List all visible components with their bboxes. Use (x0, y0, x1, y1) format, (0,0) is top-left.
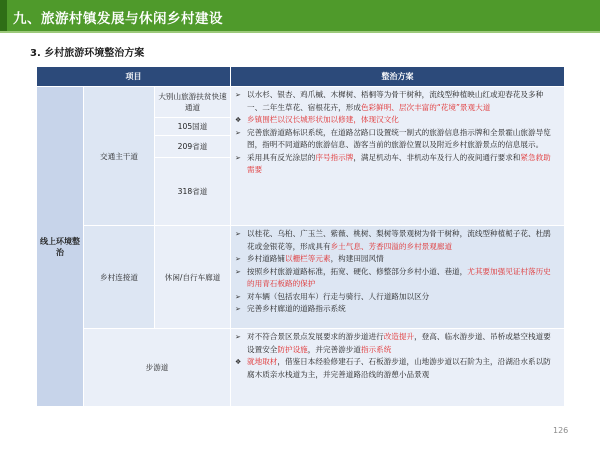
walkway-plan-cell (231, 329, 565, 407)
bullet-arrow-icon: ➢ (235, 333, 241, 341)
bullet-text (247, 356, 558, 381)
road-cell: 209省道 (155, 136, 231, 158)
row-label-walkway: 步游道 (84, 329, 231, 407)
plain-text: 以桂花、乌桕、广玉兰、紫薇、桃树、梨树等景观树为骨干树种，流线型种植栀子花、杜鹃花或金银花等，形成具有 (247, 229, 551, 251)
bullet-text (247, 89, 558, 114)
plain-text: ，借鉴日本经验修建石子、石板游步道，山地游步道以石阶为主，沿湖沿水系以防腐木质亲水栈道为主，并完善道路沿线的游憩小品景观 (247, 357, 551, 379)
bullet-arrow-icon: ➢ (235, 91, 241, 99)
plain-text: 完善旅游道路标识系统，在道路岔路口设置统一制式的旅游信息指示牌和全景霍山旅游导览图，指明不同道路的旅游信息、游客当前的旅游位置以及附近乡村旅游景点的信息展示。 (247, 127, 551, 149)
highlight-text: 就地取材 (247, 357, 278, 366)
highlight-text: 指示系统 (360, 344, 392, 354)
highlight-text: 序号指示牌 (315, 152, 354, 162)
plan-bullet (235, 266, 558, 291)
bullet-arrow-icon: ➢ (235, 230, 241, 238)
highlight-text: 乡镇围栏以汉长城形状加以修建，体现汉文化 (247, 115, 399, 124)
plain-text: 以水杉、银杏、鸡爪槭、木樨树、梧桐等为骨干树种，流线型种植映山红或迎春花及多种一、二年生草花、宿根花卉，形成 (247, 90, 544, 112)
plan-bullet (235, 356, 558, 381)
category-cell: 线上环境整治 (37, 87, 84, 407)
bullet-arrow-icon: ❖ (235, 116, 242, 124)
bullet-arrow-icon: ➢ (235, 128, 241, 137)
bullet-text (247, 303, 346, 316)
highlight-text: 改造提升 (383, 332, 415, 341)
row-label-trunk: 交通主干道 (84, 87, 155, 226)
plan-bullet (235, 114, 558, 127)
bullet-arrow-icon: ❖ (235, 358, 242, 366)
bullet-text (247, 331, 558, 356)
row-label-village: 乡村连接道 (84, 226, 155, 329)
highlight-text: 色彩鲜明、层次丰富的“花境”景观大道 (360, 102, 491, 112)
plan-bullet (235, 303, 558, 316)
bullet-arrow-icon: ➢ (235, 267, 241, 276)
section-header-bar (0, 0, 600, 31)
plain-text: ，并完善游步道 (307, 344, 361, 354)
bullet-text (247, 266, 558, 291)
plain-text: 按照乡村旅游道路标准，拓宽、硬化、修整部分乡村小道、巷道， (247, 266, 468, 276)
trunk-plan-cell (231, 87, 565, 226)
plan-bullet (235, 89, 558, 114)
highlight-text: 以栅栏等元素 (285, 254, 331, 263)
highlight-text: 紧急救助需要 (247, 152, 551, 174)
road-cell: 大别山旅游扶贫快速通道 (155, 87, 231, 118)
plain-text: 采用具有反光涂层的 (247, 152, 316, 162)
village-plan-cell (231, 226, 565, 329)
bullet-text (247, 291, 429, 304)
highlight-text: 乡土气息、芳香四溢的乡村景观廊道 (330, 241, 453, 251)
bullet-text (247, 228, 558, 253)
header-accent (0, 0, 7, 31)
bullet-arrow-icon: ➢ (235, 305, 241, 313)
plan-bullet (235, 331, 558, 356)
plan-bullet (235, 228, 558, 253)
plain-text: 对不符合景区景点发展要求的游步道进行 (247, 332, 384, 341)
road-cell: 105国道 (155, 118, 231, 136)
plain-text: 乡村道路铺 (247, 254, 285, 263)
bullet-arrow-icon: ➢ (235, 255, 241, 263)
bullet-text (247, 114, 399, 127)
bullet-text (247, 127, 558, 152)
bullet-text (247, 152, 558, 177)
plan-bullet (235, 253, 558, 266)
plan-bullet (235, 152, 558, 177)
bullet-text (247, 253, 384, 266)
road-cell: 318省道 (155, 158, 231, 226)
plan-table (36, 66, 565, 407)
plan-bullet (235, 127, 558, 152)
road-cell: 休闲/自行车廊道 (155, 226, 231, 329)
plain-text: ，登高、临水游步道、吊桥或悬空栈道要设置安全 (247, 332, 551, 354)
plain-text: ，构建田园风情 (330, 254, 384, 263)
page-number: 126 (553, 426, 569, 435)
bullet-arrow-icon: ➢ (235, 153, 241, 162)
highlight-text: 尤其要加强见证村落历史的用青石板路的保护 (247, 266, 551, 288)
plain-text: ，满足机动车、非机动车及行人的夜间通行要求和 (353, 152, 521, 162)
plain-text: 对车辆（包括农用车）行走与骑行、人行道路加以区分 (247, 291, 430, 301)
header-stripe (0, 31, 600, 33)
col-header-project: 项目 (37, 67, 231, 87)
plain-text: 完善乡村廊道的道路指示系统 (247, 304, 346, 313)
section-title: 九、旅游村镇发展与休闲乡村建设 (13, 11, 223, 27)
plan-bullet (235, 291, 558, 304)
col-header-plan: 整治方案 (231, 67, 565, 87)
bullet-arrow-icon: ➢ (235, 292, 241, 301)
page-subtitle: 3. 乡村旅游环境整治方案 (30, 48, 145, 59)
highlight-text: 防护设施 (277, 344, 308, 354)
